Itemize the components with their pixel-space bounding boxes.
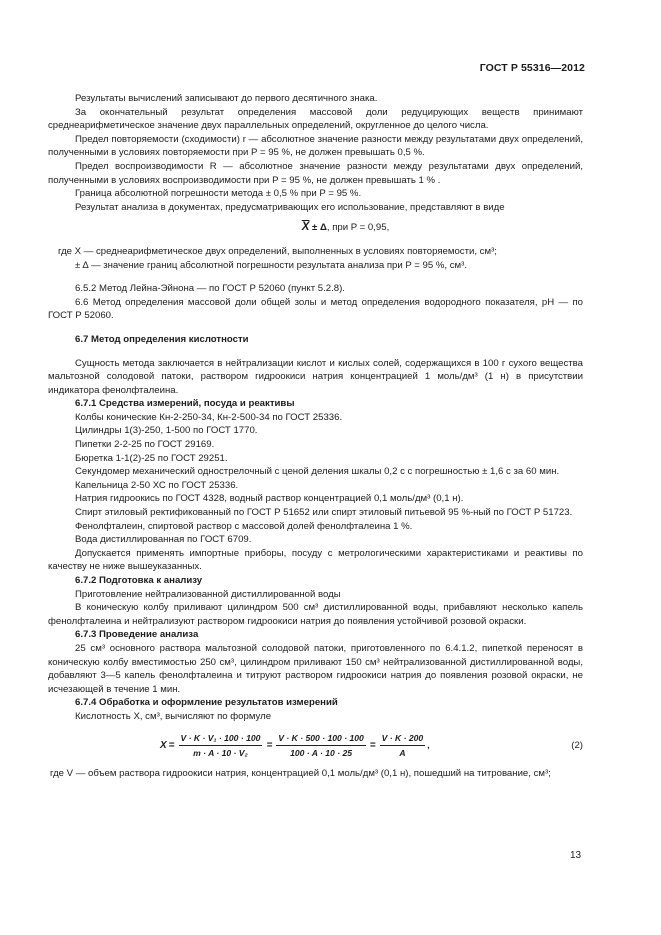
formula-delta: Δ [319,222,327,234]
fraction-denominator: 100 · A · 10 · 25 [290,748,352,759]
fraction-1 [179,732,263,759]
paragraph: Граница абсолютной погрешности метода ± 0,5 % при P = 95 %. [75,188,362,200]
section-heading: 6.7 Метод определения кислотности [75,333,249,345]
document-body [48,92,583,780]
paragraph: Предел воспроизводимости R — абсолютное значение разности между результатами двух определений, полученными в условиях воспроизводимости при P = 95 %, не должен превышать 1 % . [48,160,583,186]
fraction-2 [276,732,366,759]
formula-plus-minus: ± [312,222,318,234]
formula-mean-symbol: $\overline{X}$ [301,221,310,234]
section-heading: 6.7.4 Обработка и оформление результатов измерений [75,697,338,709]
list-item: Колбы конические Кн-2-250-34, Кн-2-500-34 по ГОСТ 25336. [75,411,343,423]
section-heading: 6.7.1 Средства измерений, посуда и реактивы [75,398,295,410]
paragraph: Приготовление нейтрализованной дистиллированной воды [75,588,341,600]
page-number: 13 [570,850,582,861]
where-line: где X — среднеарифметическое двух определений, выполненных в условиях повторяемости, см³; [58,245,497,257]
formula2-lhs: X [160,739,167,751]
equation-number: (2) [571,739,583,751]
formula-acidity: X = $\frac{\text{V · K · V₁ · 100 · 100}}{\text{m · A · 10 · V₂}}$ = $\frac{V \cdot K \cdot 500 \cdot 100 \cdot 100}{100 \cdot A \cdot 10 \cdot 25}$ = $\frac{V \cdot K \cdot 200}{A}$ , (2) [160,733,583,759]
paragraph: Сущность метода заключается в нейтрализации кислот и кислых солей, содержащихся в 100 г сухого вещества мальтозной солодовой патоки, раствором гидроокиси натрия концентрацией 1 моль/дм³ (1 н) в присутствии индикатора фенолфталеина. [48,357,583,396]
where-line: ± Δ — значение границ абсолютной погрешности результата анализа при P = 95 %, см³. [75,259,468,271]
list-item: Допускается применять импортные приборы, посуду с метрологическими характеристиками и реактивы по качеству не ниже вышеуказанных. [48,547,583,573]
paragraph: Кислотность X, см³, вычисляют по формуле [75,710,272,722]
list-item: Цилиндры 1(3)-250, 1-500 по ГОСТ 1770. [75,425,258,437]
paragraph: Предел повторяемости (сходимости) r — абсолютное значение разности между результатами двух определений, полученными в условиях повторяемости при P = 95 %, не должен превышать 0,5 %. [48,133,583,159]
list-item: Капельница 2-50 ХС по ГОСТ 25336. [75,479,239,491]
list-item: Вода дистиллированная по ГОСТ 6709. [75,534,252,546]
document-header: ГОСТ Р 55316—2012 [479,62,585,74]
list-item: Фенолфталеин, спиртовой раствор с массовой долей фенолфталеина 1 %. [75,520,413,532]
list-item: Спирт этиловый ректификованный по ГОСТ Р 51652 или спирт этиловый питьевой 95 %-ный по ГОСТ Р 51723. [75,507,573,519]
where-line: где V — объем раствора гидроокиси натрия, концентрацией 0,1 моль/дм³ (0,1 н), пошедший на титрование, см³; [50,767,551,779]
paragraph: Результаты вычислений записывают до первого десятичного знака. [75,93,378,104]
fraction-denominator: m · A · 10 · V₂ [193,748,248,759]
list-item: Секундомер механический однострелочный с ценой деления шкалы 0,2 с с погрешностью ± 1,6 с за 60 мин. [75,466,560,478]
fraction-numerator: V · K · V₁ · 100 · 100 [179,732,263,746]
section-heading: 6.7.3 Проведение анализа [75,629,199,641]
paragraph: Результат анализа в документах, предусматривающих его использование, представляют в виде [75,201,505,213]
section-6-5-2: 6.5.2 Метод Лейна-Эйнона — по ГОСТ Р 52060 (пункт 5.2.8). [75,283,345,295]
fraction-denominator: A [399,748,406,759]
paragraph: 25 см³ основного раствора мальтозной солодовой патоки, приготовленного по 6.4.1.2, пипеткой переносят в коническую колбу вместимостью 250 см³, цилиндром приливают 150 см³ нейтрализованной дистиллированной воды, добавляют 3—5 капель фенолфталеина и титруют раствором гидроокиси натрия до появления розовой окраски, не исчезающей в течение 1 мин. [48,642,583,695]
formula-condition: , при P = 0,95, [326,222,390,234]
section-heading: 6.7.2 Подготовка к анализу [75,575,203,586]
list-item: Бюретка 1-1(2)-25 по ГОСТ 29251. [75,452,228,464]
formula-result [48,221,583,235]
section-6-6: 6.6 Метод определения массовой доли общей золы и метод определения водородного показателя, рН — по ГОСТ Р 52060. [48,296,583,322]
fraction-3 [380,732,426,759]
paragraph: За окончательный результат определения массовой доли редуцирующих веществ принимают среднеарифметическое значение двух параллельных определений, округленное до целого числа. [48,106,583,132]
fraction-numerator: V · K · 200 [380,732,426,746]
list-item: Натрия гидроокись по ГОСТ 4328, водный раствор концентрацией 0,1 моль/дм³ (0,1 н). [75,493,464,505]
fraction-numerator: V · K · 500 · 100 · 100 [276,732,366,746]
list-item: Пипетки 2-2-25 по ГОСТ 29169. [75,439,215,451]
paragraph: В коническую колбу приливают цилиндром 500 см³ дистиллированной воды, прибавляют несколько капель фенолфталеина и нейтрализуют раствором гидроокиси натрия до появления устойчивой розовой окраски. [48,602,583,627]
